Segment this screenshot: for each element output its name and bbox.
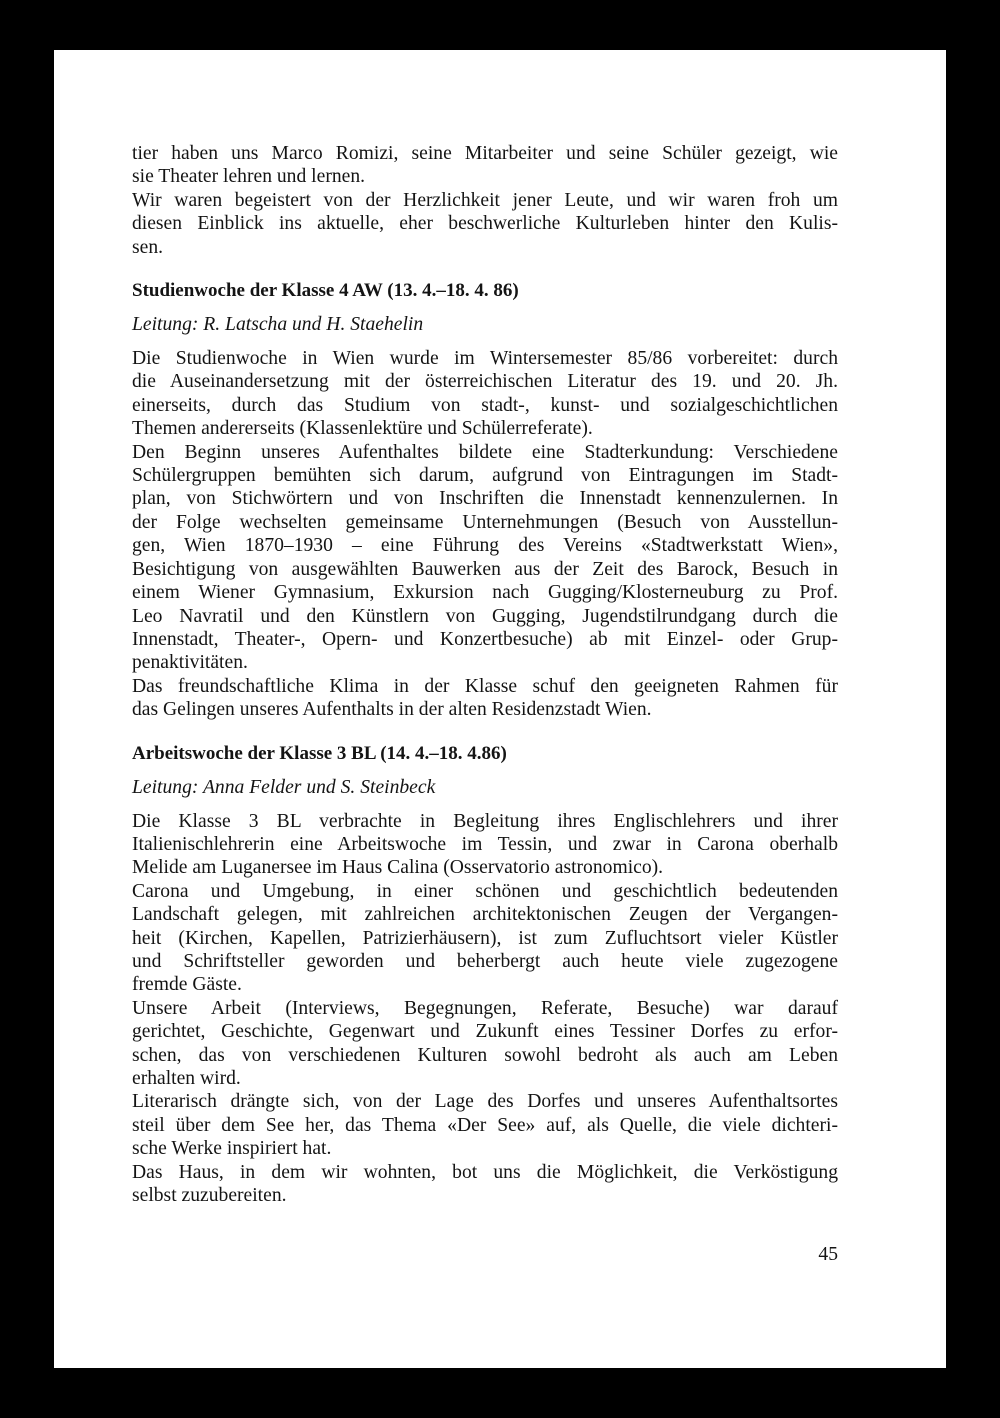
text-line: gen, Wien 1870–1930 – eine Führung des Vereins «Stadtwerkstatt Wien», [132,535,838,557]
text-line: tier haben uns Marco Romizi, seine Mitarbeiter und seine Schüler gezeigt, wie [132,143,838,164]
intro-paragraph [132,142,838,259]
text-line: Schülergruppen bemühten sich darum, aufgrund von Eintragungen im Stadt- [132,465,838,487]
text-line: gerichtet, Geschichte, Gegenwart und Zukunft eines Tessiner Dorfes zu erfor- [132,1021,838,1043]
text-line: selbst zuzubereiten. [132,1185,287,1207]
text-line: die Auseinandersetzung mit der österreichischen Literatur des 19. und 20. Jh. [132,371,838,393]
text-line: einem Wiener Gymnasium, Exkursion nach Gugging/Klosterneuburg zu Prof. [132,582,838,604]
text-line: Landschaft gelegen, mit zahlreichen architektonischen Zeugen der Vergangen- [132,904,838,926]
page-content [132,142,838,1207]
section-heading: Arbeitswoche der Klasse 3 BL (14. 4.–18. 4.86) [132,742,507,764]
page-number: 45 [818,1244,838,1265]
text-line: Das Haus, in dem wir wohnten, bot uns die Möglichkeit, die Verköstigung [132,1161,838,1183]
text-line: das Gelingen unseres Aufenthalts in der alten Residenzstadt Wien. [132,699,652,721]
text-line: Wir waren begeistert von der Herzlichkeit jener Leute, und wir waren froh um [132,189,838,211]
section-leitung: Leitung: R. Latscha und H. Staehelin [132,314,424,336]
text-line: Besichtigung von ausgewählten Bauwerken aus der Zeit des Barock, Besuch in [132,558,838,580]
section-body [132,347,838,722]
text-line: Die Studienwoche in Wien wurde im Wintersemester 85/86 vorbereitet: durch [132,348,838,370]
section-heading: Studienwoche der Klasse 4 AW (13. 4.–18. 4. 86) [132,280,519,302]
text-line: Die Klasse 3 BL verbrachte in Begleitung ihres Englischlehrers und ihrer [132,810,838,832]
text-line: heit (Kirchen, Kapellen, Patrizierhäusern), ist zum Zufluchtsort vieler Küstler [132,927,838,949]
text-line: erhalten wird. [132,1068,241,1089]
text-line: schen, das von verschiedenen Kulturen sowohl bedroht als auch am Leben [132,1044,838,1066]
text-line: Unsere Arbeit (Interviews, Begegnungen, Referate, Besuche) war darauf [132,997,838,1019]
text-line: steil über dem See her, das Thema «Der See» auf, als Quelle, die viele dichteri- [132,1114,838,1136]
text-line: Literarisch drängte sich, von der Lage des Dorfes und unseres Aufenthaltsortes [132,1091,838,1113]
text-line: Leo Navratil und den Künstlern von Gugging, Jugendstilrundgang durch die [132,605,838,627]
text-line: Italienischlehrerin eine Arbeitswoche im Tessin, und zwar in Carona oberhalb [132,833,838,855]
text-line: sen. [132,236,164,258]
text-line: Carona und Umgebung, in einer schönen und geschichtlich bedeutenden [132,880,838,902]
text-line: Das freundschaftliche Klima in der Klasse schuf den geeigneten Rahmen für [132,675,838,697]
section-body [132,810,838,1208]
text-line: diesen Einblick ins aktuelle, eher beschwerliche Kulturleben hinter den Kulis- [132,213,838,235]
text-line: Den Beginn unseres Aufenthaltes bildete eine Stadterkundung: Verschiedene [132,441,838,463]
section-leitung: Leitung: Anna Felder und S. Steinbeck [132,776,436,798]
text-line: der Folge wechselten gemeinsame Unternehmungen (Besuch von Ausstellun- [132,511,838,533]
text-line: und Schriftsteller geworden und beherbergt auch heute viele zugezogene [132,950,838,972]
text-line: einerseits, durch das Studium von stadt-, kunst- und sozialgeschichtlichen [132,394,838,416]
text-line: Melide am Luganersee im Haus Calina (Osservatorio astronomico). [132,857,664,879]
text-line: penaktivitäten. [132,652,248,674]
text-line: sie Theater lehren und lernen. [132,166,366,188]
page [54,50,946,1368]
text-line: sche Werke inspiriert hat. [132,1138,332,1160]
text-line: Themen andererseits (Klassenlektüre und Schülerreferate). [132,418,593,440]
text-line: fremde Gäste. [132,974,242,996]
text-line: plan, von Stichwörtern und von Inschriften die Innenstadt kennenzulernen. In [132,488,838,510]
text-line: Innenstadt, Theater-, Opern- und Konzertbesuche) ab mit Einzel- oder Grup- [132,628,838,650]
